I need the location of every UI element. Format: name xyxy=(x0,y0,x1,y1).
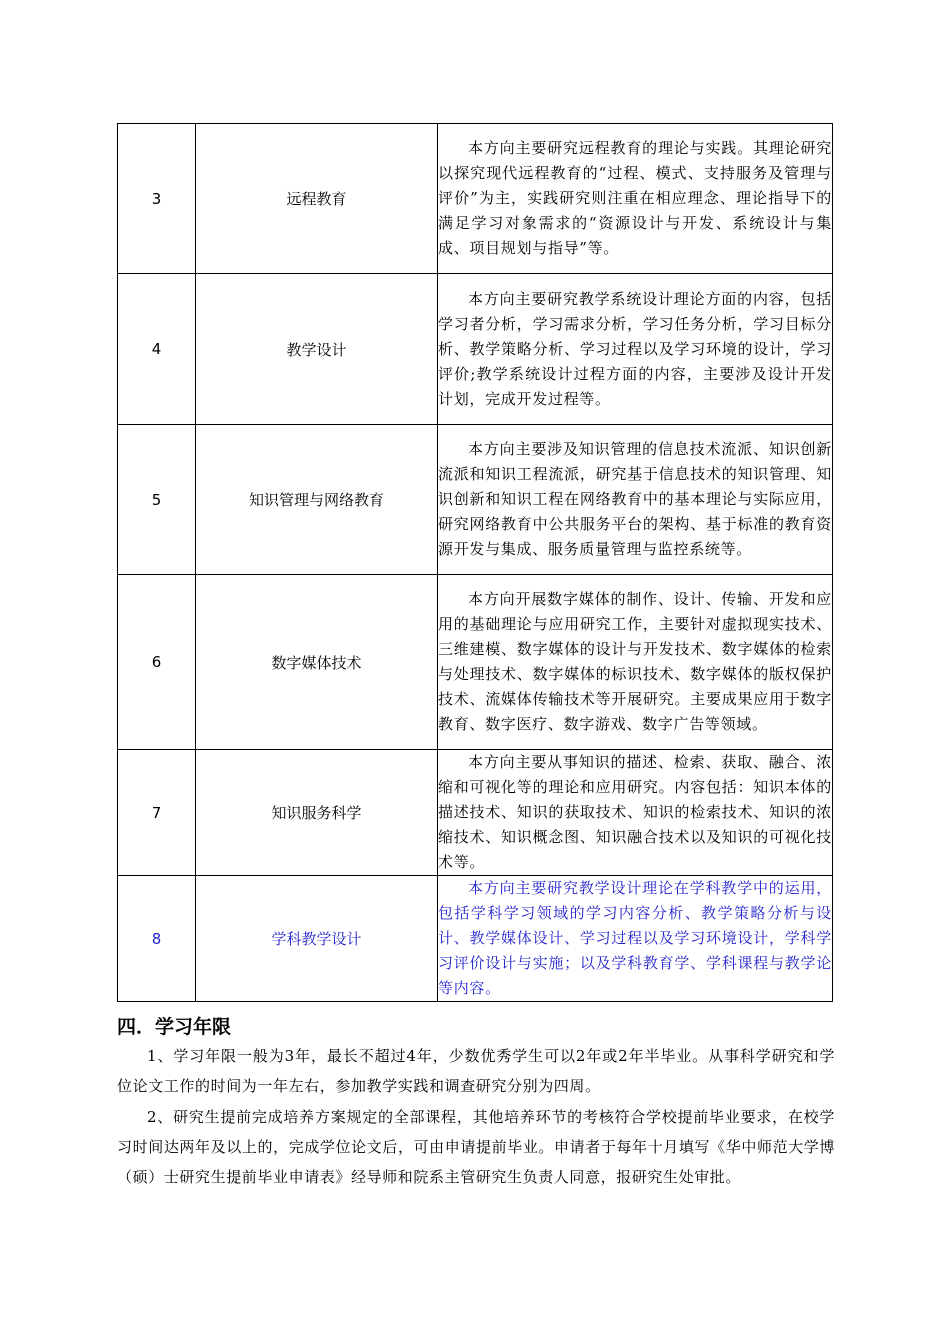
section-heading: 四．学习年限 xyxy=(117,1016,232,1038)
direction-description: 本方向主要研究教学系统设计理论方面的内容，包括学习者分析，学习需求分析，学习任务分析，学习目标分析、教学策略分析、学习过程以及学习环境的设计，学习评价;教学系统设计过程方面的内容，主要涉及设计开发计划，完成开发过程等。 xyxy=(438,274,833,425)
direction-name: 远程教育 xyxy=(196,124,438,274)
direction-description: 本方向主要涉及知识管理的信息技术流派、知识创新流派和知识工程流派，研究基于信息技术的知识管理、知识创新和知识工程在网络教育中的基本理论与实际应用，研究网络教育中公共服务平台的架构、基于标准的教育资源开发与集成、服务质量管理与监控系统等。 xyxy=(438,425,833,575)
direction-name: 知识管理与网络教育 xyxy=(196,425,438,575)
table-row xyxy=(118,425,833,575)
row-number: 5 xyxy=(118,425,196,575)
table-row xyxy=(118,124,833,274)
research-directions-table xyxy=(117,123,833,1002)
direction-name: 教学设计 xyxy=(196,274,438,425)
paragraph-early-graduation: 2、研究生提前完成培养方案规定的全部课程，其他培养环节的考核符合学校提前毕业要求，在校学习时间达两年及以上的，完成学位论文后，可由申请提前毕业。申请者于每年十月填写《华中师范大学博（硕）士研究生提前毕业申请表》经导师和院系主管研究生负责人同意，报研究生处审批。 xyxy=(117,1108,835,1186)
direction-description: 本方向开展数字媒体的制作、设计、传输、开发和应用的基础理论与应用研究工作，主要针对虚拟现实技术、三维建模、数字媒体的设计与开发技术、数字媒体的检索与处理技术、数字媒体的标识技术、数字媒体的版权保护技术、流媒体传输技术等开展研究。主要成果应用于数字教育、数字医疗、数字游戏、数字广告等领域。 xyxy=(438,575,833,750)
direction-name: 知识服务科学 xyxy=(196,750,438,876)
direction-description: 本方向主要从事知识的描述、检索、获取、融合、浓缩和可视化等的理论和应用研究。内容包括：知识本体的描述技术、知识的获取技术、知识的检索技术、知识的浓缩技术、知识概念图、知识融合技术以及知识的可视化技术等。 xyxy=(438,750,833,876)
direction-description: 本方向主要研究教学设计理论在学科教学中的运用，包括学科学习领域的学习内容分析、教学策略分析与设计、教学媒体设计、学习过程以及学习环境设计，学科学习评价设计与实施；以及学科教育学、学科课程与教学论等内容。 xyxy=(438,876,833,1002)
row-number: 7 xyxy=(118,750,196,876)
table-row xyxy=(118,575,833,750)
row-number: 4 xyxy=(118,274,196,425)
direction-name: 学科教学设计 xyxy=(196,876,438,1002)
row-number: 3 xyxy=(118,124,196,274)
row-number: 6 xyxy=(118,575,196,750)
table-row xyxy=(118,274,833,425)
table-row xyxy=(118,750,833,876)
paragraph-study-duration: 1、学习年限一般为3年，最长不超过4年，少数优秀学生可以2年或2年半毕业。从事科学研究和学位论文工作的时间为一年左右，参加教学实践和调查研究分别为四周。 xyxy=(117,1047,835,1095)
direction-name: 数字媒体技术 xyxy=(196,575,438,750)
row-number: 8 xyxy=(118,876,196,1002)
direction-description: 本方向主要研究远程教育的理论与实践。其理论研究以探究现代远程教育的“过程、模式、支持服务及管理与评价”为主，实践研究则注重在相应理念、理论指导下的满足学习对象需求的“资源设计与开发、系统设计与集成、项目规划与指导”等。 xyxy=(438,124,833,274)
table-row xyxy=(118,876,833,1002)
